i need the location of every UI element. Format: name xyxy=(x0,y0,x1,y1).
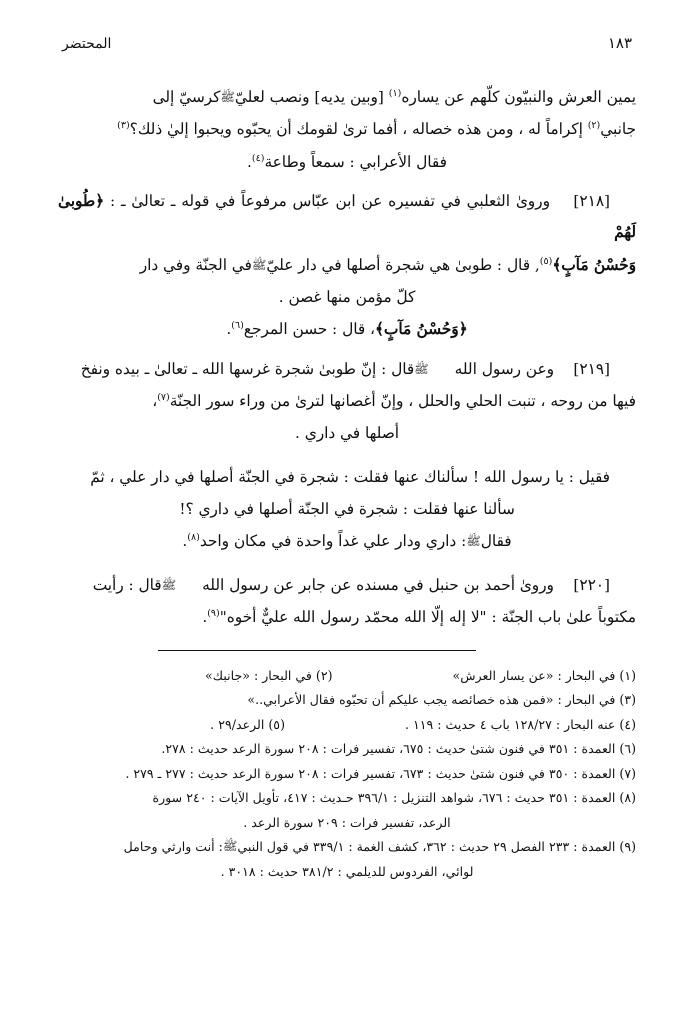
text-run: فقيل : يا رسول الله ! سألناك عنها فقلت : شجرة في الجنّة أصلها في دار علي ، ثمّ xyxy=(90,467,610,486)
footnote-marker-9: (٩) xyxy=(207,608,220,620)
salla-icon: ﷺ xyxy=(161,577,177,592)
text-run: فيها من روحه ، تنبت الحلي والحلل ، وإنّ أغصانها لترىٰ من وراء سور الجنّة xyxy=(169,392,636,411)
footnote-marker-2: (٢) xyxy=(587,120,601,132)
text-run: كلّ مؤمن منها غصن . xyxy=(278,288,416,307)
salla-icon: ﷺ xyxy=(466,534,481,549)
footnote-4: (٤) عنه البحار : ١٢٨/٢٧ باب ٤ حديث : ١١٩ . xyxy=(404,716,636,732)
text-run: ، قال : حسن المرجع xyxy=(243,320,375,339)
salla-icon: ﷺ xyxy=(220,90,235,104)
hadith-number-219: [٢١٩] xyxy=(573,359,610,378)
book-title: المحتضر xyxy=(62,36,112,52)
paragraph-6-line-1 xyxy=(58,462,636,493)
text-run: إكراماً له ، ومن هذه خصاله ، أفما ترىٰ لقومك أن يحبّوه ويحبوا إليٰ ذلك؟ xyxy=(129,120,583,139)
paragraph-8-line-2 xyxy=(58,602,636,633)
paragraph-5-line-1 xyxy=(58,354,636,385)
text-run: في الجنّة وفي دار xyxy=(139,255,252,274)
text-run: . xyxy=(182,532,188,551)
footnote-separator xyxy=(58,650,636,652)
salla-icon: ﷺ xyxy=(222,839,238,854)
paragraph-3-line-1 xyxy=(58,186,636,249)
text-run: [وبين يديه] ونصب لعليّ xyxy=(234,88,384,106)
quran-quote: ﴿طُوبىٰ لَهُمْ xyxy=(58,192,636,242)
paragraph-7 xyxy=(58,526,636,557)
text-run: , قال : طوبىٰ هي شجرة أصلها في دار عليّ xyxy=(266,255,540,274)
footnote-marker-5: (٥) xyxy=(539,255,553,267)
paragraph-5-line-2 xyxy=(58,386,636,417)
text-run: . xyxy=(226,320,232,339)
paragraph-6-line-2 xyxy=(58,494,636,525)
text-run: قال : رأيت xyxy=(92,575,162,594)
footnote-8-line-2: الرعد، تفسير فرات : ٢٠٩ سورة الرعد . xyxy=(243,814,451,830)
hadith-number-220: [٢٢٠] xyxy=(573,575,610,594)
paragraph-5-line-3 xyxy=(58,418,636,449)
footnote-marker-7: (٧) xyxy=(157,392,170,403)
paragraph-3-line-2 xyxy=(58,250,636,281)
text-run: فقال الأعرابي : سمعاً وطاعة xyxy=(264,152,447,171)
footnote-3: (٣) في البحار : «فمن هذه خصائصه يجب عليكم أن تحبّوه فقال الأعرابي..» xyxy=(247,692,636,708)
text-run: كرسيّ إلى xyxy=(152,88,221,106)
footnote-5: (٥) الرعد/٢٩ . xyxy=(210,716,285,732)
text-run: جانبي xyxy=(600,120,636,139)
text-run: (٩) العمدة : ٢٣٣ الفصل ٢٩ حديث : ٣٦٢، كشف الغمة : ٣٣٩/١ في قول النبي xyxy=(237,839,636,855)
quran-quote: ﴿وَحُسْنُ مَآبٍ﴾ xyxy=(374,320,468,339)
text-run: ، xyxy=(152,392,158,411)
footnotes-block xyxy=(58,664,636,885)
footnote-marker-6: (٦) xyxy=(231,320,244,332)
text-run: : داري ودار علي غداً واحدة في مكان واحد xyxy=(199,532,467,551)
footnote-marker-1: (١) xyxy=(388,87,402,99)
text-run: مكتوباً علىٰ باب الجنّة : "لا إله إلّا الله محمّد رسول الله عليٌّ أخوه" xyxy=(219,608,636,627)
footnote-marker-8: (٨) xyxy=(187,532,200,544)
text-run: يمين العرش والنبيّون كلّهم عن يساره xyxy=(401,88,636,106)
salla-icon: ﷺ xyxy=(251,257,267,272)
paragraph-3-line-3 xyxy=(58,282,636,313)
paragraph-4 xyxy=(58,314,636,345)
text-run: وعن رسول الله xyxy=(454,359,554,378)
footnote-rule xyxy=(158,650,476,652)
text-run: : أنت وارثي وحامل xyxy=(123,839,223,855)
text-run: . xyxy=(247,152,252,171)
footnote-6: (٦) العمدة : ٣٥١ في فنون شتىٰ حديث : ٦٧٥، تفسير فرات : ٢٠٨ سورة الرعد حديث : ٢٧٨. xyxy=(161,741,636,757)
footnote-2: (٢) في البحار : «جانبك» xyxy=(205,667,333,683)
quran-quote: وَحُسْنُ مَآبٍ﴾ xyxy=(552,255,636,274)
text-run: وروىٰ أحمد بن حنبل في مسنده عن جابر عن رسول الله xyxy=(202,575,554,594)
footnote-1: (١) في البحار : «عن يسار العرش» xyxy=(452,667,636,683)
page-number: ١٨٣ xyxy=(607,34,632,52)
text-run: قال : إنّ طوبىٰ شجرة غرسها الله ـ تعالىٰ ـ بيده ونفخ xyxy=(80,359,415,378)
page-header xyxy=(58,34,636,52)
text-run: أصلها في داري . xyxy=(295,424,399,443)
body-text xyxy=(58,82,636,634)
text-run: سألنا عنها فقلت : شجرة في الجنّة أصلها في داري ؟! xyxy=(179,500,515,519)
paragraph-1-line-2 xyxy=(58,114,636,145)
footnote-9-line-1 xyxy=(58,835,636,860)
footnote-marker-3: (٣) xyxy=(117,120,130,132)
footnote-8-line-1: (٨) العمدة : ٣٥١ حديث : ٦٧٦، شواهد التنزيل : ٣٩٦/١ حـديث : ٤١٧، تأويل الآيات : ٢٤٠ سورة xyxy=(152,790,636,806)
hadith-number-218: [٢١٨] xyxy=(573,192,611,211)
paragraph-1-line-1 xyxy=(58,82,636,113)
footnote-row-1-2 xyxy=(58,664,636,689)
footnote-9-line-2: لوائي، الفردوس للديلمي : ٣٨١/٢ حديث : ٣٠١٨ . xyxy=(220,863,474,879)
footnote-7: (٧) العمدة : ٣٥٠ في فنون شتىٰ حديث : ٦٧٣، تفسير فرات : ٢٠٨ سورة الرعد حديث : ٢٧٧ ـ ٢٧٩ . xyxy=(125,765,636,781)
paragraph-8-line-1 xyxy=(58,570,636,601)
text-run: وروىٰ الثعلبي في تفسيره عن ابن عبّاس مرفوعاً في قوله ـ تعالىٰ ـ : xyxy=(109,192,550,211)
paragraph-2 xyxy=(58,147,636,178)
salla-icon: ﷺ xyxy=(414,361,429,376)
footnote-row-4-5 xyxy=(58,713,636,738)
text-run: فقال xyxy=(480,532,512,551)
text-run: . xyxy=(202,608,208,627)
footnote-marker-4: (٤) xyxy=(251,152,265,164)
